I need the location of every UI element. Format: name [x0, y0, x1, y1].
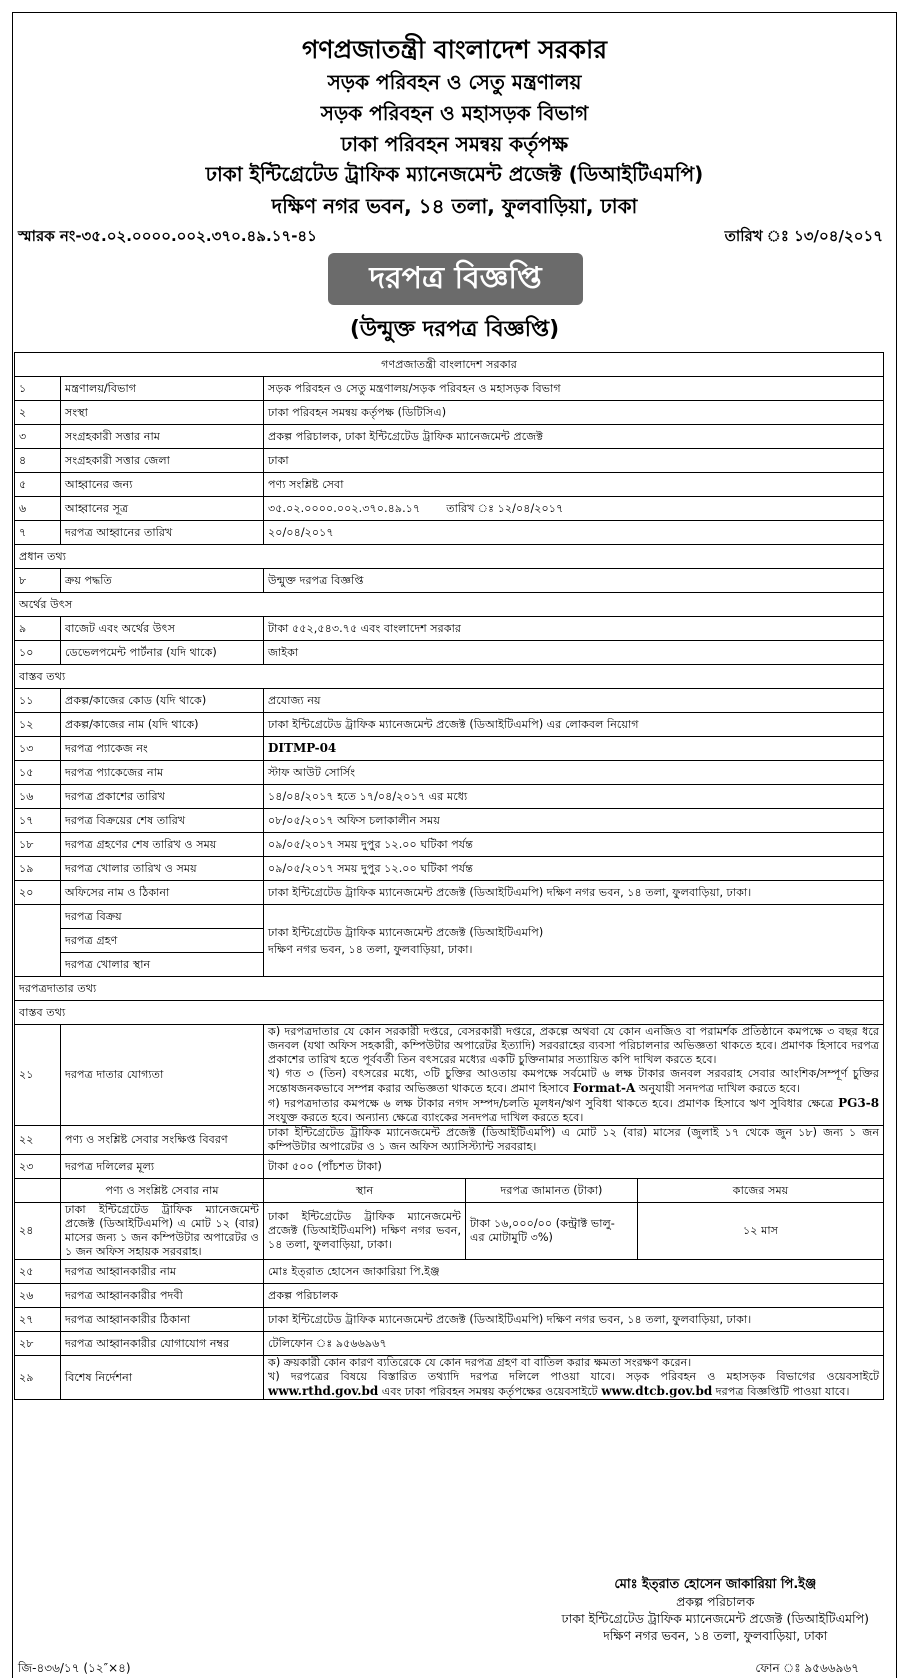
row-key: দরপত্র বিক্রয়ের শেষ তারিখ	[61, 809, 264, 833]
table-row	[15, 641, 884, 665]
row-number: ১২	[15, 713, 61, 737]
row-value: টাকা ৫০০ (পাঁচশত টাকা)	[264, 1155, 884, 1179]
dtcb-website-link[interactable]: www.dtcb.gov.bd	[601, 1384, 713, 1398]
row-number: ৫	[15, 473, 61, 497]
table-row	[15, 497, 884, 521]
office-name: ঢাকা ইন্টিগ্রেটেড ট্রাফিক ম্যানেজমেন্ট প্রজেক্ট (ডিআইটিএমপি)	[268, 925, 544, 939]
reference-number: ৩৫.০২.০০০০.০০২.৩৭০.৪৯.১৭	[268, 501, 421, 515]
row-value: ঢাকা ইন্টিগ্রেটেড ট্রাফিক ম্যানেজমেন্ট প্রজেক্ট (ডিআইটিএমপি) দক্ষিণ নগর ভবন, ১৪ তলা, ফুলবাড়িয়া, ঢাকা।	[264, 1308, 884, 1332]
eligibility-b: খ) গত ৩ (তিন) বৎসরের মধ্যে, ৩টি চুক্তির আওতায় কমপক্ষে সর্বমোট ৬ লক্ষ টাকার জনবল সরবরাহ সেবার আংশিক/সম্পূর্ণ চুক্তির সন্তোষজনকভাবে সম্পন্ন করার অভিজ্ঞতা থাকতে হবে। প্রমাণ হিসাবে Format-A অনুযায়ী সনদপত্র দাখিল করতে হবে।	[268, 1067, 880, 1095]
table-subheader-row	[15, 1179, 884, 1203]
row-number: ৯	[15, 617, 61, 641]
table-row	[15, 1203, 884, 1260]
section-heading: অর্থের উৎস	[15, 593, 884, 617]
govt-heading: গণপ্রজাতন্ত্রী বাংলাদেশ সরকার	[302, 35, 607, 64]
row-value: প্রকল্প পরিচালক	[264, 1284, 884, 1308]
tender-security: টাকা ১৬,০০০/০০ (কন্ট্রাক্ট ভালু- এর মোটামুটি ৩%)	[466, 1203, 638, 1260]
row-key: বাজেট এবং অর্থের উৎস	[61, 617, 264, 641]
row-number: ১৬	[15, 785, 61, 809]
column-header: কাজের সময়	[638, 1179, 884, 1203]
row-value: প্রযোজ্য নয়	[264, 689, 884, 713]
row-value: ০৯/০৫/২০১৭ সময় দুপুর ১২.০০ ঘটিকা পর্যন্ত	[264, 833, 884, 857]
row-key: ক্রয় পদ্ধতি	[61, 569, 264, 593]
row-key: দরপত্র আহ্বানের তারিখ	[61, 521, 264, 545]
table-row	[15, 401, 884, 425]
row-number: ১	[15, 377, 61, 401]
table-row	[15, 473, 884, 497]
format-a-label: Format-A	[572, 1081, 636, 1095]
table-row	[15, 833, 884, 857]
row-number: ২	[15, 401, 61, 425]
ministry-heading: সড়ক পরিবহন ও সেতু মন্ত্রণালয়	[327, 70, 582, 94]
table-row	[15, 713, 884, 737]
table-row	[15, 905, 884, 929]
row-key: দরপত্র প্যাকেজ নং	[61, 737, 264, 761]
row-value: ঢাকা ইন্টিগ্রেটেড ট্রাফিক ম্যানেজমেন্ট প্রজেক্ট (ডিআইটিএমপি) দক্ষিণ নগর ভবন, ১৪ তলা, ফুলবাড়িয়া, ঢাকা।	[264, 881, 884, 905]
row-value: ০৮/০৫/২০১৭ অফিস চলাকালীন সময়	[264, 809, 884, 833]
row-number: ২৬	[15, 1284, 61, 1308]
row-key: দরপত্র খোলার তারিখ ও সময়	[61, 857, 264, 881]
table-row	[15, 1308, 884, 1332]
row-value: টেলিফোন ঃ ৯৫৬৬৯৬৭	[264, 1332, 884, 1356]
row-number: ১৭	[15, 809, 61, 833]
row-value: মোঃ ইত্‌রাত হোসেন জাকারিয়া পি.ইঞ্জ	[264, 1260, 884, 1284]
row-number: ৮	[15, 569, 61, 593]
row-key: দরপত্র খোলার স্থান	[61, 953, 264, 977]
table-row	[15, 689, 884, 713]
memo-number: স্মারক নং-৩৫.০২.০০০০.০০২.৩৭০.৪৯.১৭-৪১	[18, 227, 317, 245]
row-key: দরপত্র আহ্বানকারীর ঠিকানা	[61, 1308, 264, 1332]
tender-notice-banner: দরপত্র বিজ্ঞপ্তি	[328, 253, 583, 305]
signatory-title: প্রকল্প পরিচালক	[676, 1594, 755, 1609]
row-key: মন্ত্রণালয়/বিভাগ	[61, 377, 264, 401]
row-value: ১৪/০৪/২০১৭ হতে ১৭/০৪/২০১৭ এর মধ্যে	[264, 785, 884, 809]
row-value	[264, 1356, 884, 1400]
signatory-phone: ফোন ঃ ৯৫৬৬৯৬৭	[755, 1661, 859, 1675]
section-heading: প্রধান তথ্য	[15, 545, 884, 569]
row-number: ২২	[15, 1126, 61, 1155]
table-row	[15, 1260, 884, 1284]
row-key: সংগ্রহকারী সত্তার জেলা	[61, 449, 264, 473]
row-key: সংগ্রহকারী সত্তার নাম	[61, 425, 264, 449]
row-key: বিশেষ নির্দেশনা	[61, 1356, 264, 1400]
table-row	[15, 1025, 884, 1126]
eligibility-a: ক) দরপত্রদাতার যে কোন সরকারী দপ্তরে, বেসরকারী দপ্তরে, প্রকল্পে অথবা যে কোন এনজিও বা পরামর্শক প্রতিষ্ঠানে কমপক্ষে ৩ বছর ধরে জনবল (যথা অফিস সহকারী, কম্পিউটার অপারেটর ইত্যাদি) সরবরাহের ব্যবসা পরিচালনার অভিজ্ঞতা থাকতে হবে। প্রমাণক হিসাবে দরপত্র প্রকাশের তারিখ হতে পূর্ববর্তী তিন বৎসরের মধ্যের একটি চুক্তিনামার সত্যায়িত কপি দাখিল করতে হবে।	[268, 1025, 880, 1066]
table-row	[15, 353, 884, 377]
row-number: ১৫	[15, 761, 61, 785]
row-number: ২৭	[15, 1308, 61, 1332]
table-row	[15, 1126, 884, 1155]
row-key: দরপত্র প্যাকেজের নাম	[61, 761, 264, 785]
row-number: ১১	[15, 689, 61, 713]
table-row	[15, 665, 884, 689]
table-row	[15, 785, 884, 809]
table-row	[15, 857, 884, 881]
work-period: ১২ মাস	[638, 1203, 884, 1260]
section-heading: বাস্তব তথ্য	[15, 1001, 884, 1025]
table-row	[15, 809, 884, 833]
row-key: পণ্য ও সংশ্লিষ্ট সেবার সংক্ষিপ্ত বিবরণ	[61, 1126, 264, 1155]
section-heading: দরপত্রদাতার তথ্য	[15, 977, 884, 1001]
row-key: দরপত্র আহ্বানকারীর নাম	[61, 1260, 264, 1284]
row-number: ২৩	[15, 1155, 61, 1179]
table-row	[15, 449, 884, 473]
row-key: অফিসের নাম ও ঠিকানা	[61, 881, 264, 905]
signature-block	[562, 1576, 869, 1644]
row-value: ঢাকা পরিবহন সমন্বয় কর্তৃপক্ষ (ডিটিসিএ)	[264, 401, 884, 425]
row-number: ২৯	[15, 1356, 61, 1400]
row-key: দরপত্র গ্রহণের শেষ তারিখ ও সময়	[61, 833, 264, 857]
row-value: প্রকল্প পরিচালক, ঢাকা ইন্টিগ্রেটেড ট্রাফিক ম্যানেজমেন্ট প্রজেক্ট	[264, 425, 884, 449]
row-key: দরপত্র গ্রহণ	[61, 929, 264, 953]
row-value: ২০/০৪/২০১৭	[264, 521, 884, 545]
row-value: ঢাকা ইন্টিগ্রেটেড ট্রাফিক ম্যানেজমেন্ট প্রজেক্ট (ডিআইটিএমপি) এ মোট ১২ (বার) মাসের (জুলাই ১৭ থেকে জুন ১৮) জন্য ১ জন কম্পিউটার অপারেটর ও ১ জন অফিস অ্যাসিস্ট্যান্ট সরবরাহ।	[264, 1126, 884, 1155]
table-row	[15, 1332, 884, 1356]
row-key: সংস্থা	[61, 401, 264, 425]
column-header: পণ্য ও সংশ্লিষ্ট সেবার নাম	[61, 1179, 264, 1203]
tender-info-table	[14, 352, 884, 1400]
row-key: দরপত্র দাতার যোগ্যতা	[61, 1025, 264, 1126]
row-key: দরপত্র আহ্বানকারীর যোগাযোগ নম্বর	[61, 1332, 264, 1356]
row-number: ১৯	[15, 857, 61, 881]
division-heading: সড়ক পরিবহন ও মহাসড়ক বিভাগ	[320, 101, 589, 125]
row-number: ২৮	[15, 1332, 61, 1356]
office-address: দক্ষিণ নগর ভবন, ১৪ তলা, ফুলবাড়িয়া, ঢাকা।	[268, 942, 473, 956]
row-value: ০৯/০৫/২০১৭ সময় দুপুর ১২.০০ ঘটিকা পর্যন্ত	[264, 857, 884, 881]
table-row	[15, 617, 884, 641]
row-key: প্রকল্প/কাজের নাম (যদি থাকে)	[61, 713, 264, 737]
instruction-b: খ) দরপত্রের বিষয়ে বিস্তারিত তথ্যাদি দরপত্র দলিলে পাওয়া যাবে। সড়ক পরিবহন ও মহাসড়ক বিভাগের ওয়েবসাইটে www.rthd.gov.bd এবং ঢাকা পরিবহন সমন্বয় কর্তৃপক্ষের ওয়েবসাইটে www.dtcb.gov.bd দরপত্র বিজ্ঞপ্তিটি পাওয়া যাবে।	[268, 1370, 880, 1398]
authority-heading: ঢাকা পরিবহন সমন্বয় কর্তৃপক্ষ	[340, 132, 569, 156]
table-row	[15, 521, 884, 545]
empty-cell	[15, 905, 61, 929]
table-row	[15, 761, 884, 785]
row-value: স্টাফ আউট সোর্সিং	[264, 761, 884, 785]
row-value: জাইকা	[264, 641, 884, 665]
row-key: আহ্বানের সূত্র	[61, 497, 264, 521]
package-number: DITMP-04	[268, 741, 337, 755]
row-number: ৬	[15, 497, 61, 521]
table-row	[15, 881, 884, 905]
table-row	[15, 737, 884, 761]
table-row	[15, 1284, 884, 1308]
row-key: আহ্বানের জন্য	[61, 473, 264, 497]
row-value	[264, 737, 884, 761]
empty-cell	[15, 1179, 61, 1203]
pg-form-label: PG3-8	[838, 1096, 880, 1110]
row-key: দরপত্র বিক্রয়	[61, 905, 264, 929]
table-row	[15, 1001, 884, 1025]
column-header: দরপত্র জামানত (টাকা)	[466, 1179, 638, 1203]
signatory-address: দক্ষিণ নগর ভবন, ১৪ তলা, ফুলবাড়িয়া, ঢাকা	[603, 1628, 828, 1643]
table-row	[15, 425, 884, 449]
project-heading: ঢাকা ইন্টিগ্রেটেড ট্রাফিক ম্যানেজমেন্ট প্রজেক্ট (ডিআইটিএমপি)	[205, 162, 704, 186]
row-key: দরপত্র দলিলের মূল্য	[61, 1155, 264, 1179]
row-number: ২৫	[15, 1260, 61, 1284]
row-key: দরপত্র আহ্বানকারীর পদবী	[61, 1284, 264, 1308]
row-value: পণ্য সংশ্লিষ্ট সেবা	[264, 473, 884, 497]
row-key: প্রকল্প/কাজের কোড (যদি থাকে)	[61, 689, 264, 713]
row-value: ঢাকা	[264, 449, 884, 473]
open-tender-subtitle: (উন্মুক্ত দরপত্র বিজ্ঞপ্তি)	[349, 317, 560, 342]
table-row	[15, 377, 884, 401]
row-value: টাকা ৫৫২,৫৪৩.৭৫ এবং বাংলাদেশ সরকার	[264, 617, 884, 641]
memo-date: তারিখ ঃ ১৩/০৪/২০১৭	[724, 227, 883, 245]
signatory-name: মোঃ ইত্‌রাত হোসেন জাকারিয়া পি.ইঞ্জ	[614, 1577, 817, 1592]
row-value	[264, 905, 884, 977]
address-heading: দক্ষিণ নগর ভবন, ১৪ তলা, ফুলবাড়িয়া, ঢাকা	[271, 194, 638, 218]
row-value	[264, 497, 884, 521]
row-key: দরপত্র প্রকাশের তারিখ	[61, 785, 264, 809]
table-row	[15, 593, 884, 617]
reference-date: তারিখ ঃ ১২/০৪/২০১৭	[446, 501, 564, 515]
row-number: ১৩	[15, 737, 61, 761]
table-row	[15, 545, 884, 569]
row-number: ৪	[15, 449, 61, 473]
table-row	[15, 1356, 884, 1400]
row-key: ডেভেলপমেন্ট পার্টনার (যদি থাকে)	[61, 641, 264, 665]
row-value: উন্মুক্ত দরপত্র বিজ্ঞপ্তি	[264, 569, 884, 593]
empty-cell	[15, 953, 61, 977]
row-number: ২১	[15, 1025, 61, 1126]
empty-cell	[15, 929, 61, 953]
rthd-website-link[interactable]: www.rthd.gov.bd	[268, 1384, 379, 1398]
service-name: ঢাকা ইন্টিগ্রেটেড ট্রাফিক ম্যানেজমেন্ট প্রজেক্ট (ডিআইটিএমপি) এ মোট ১২ (বার) মাসের জন্য ১ জন কম্পিউটার অপারেটর ও ১ জন অফিস সহায়ক সরবরাহ।	[61, 1203, 264, 1260]
table-row	[15, 1155, 884, 1179]
row-value: ঢাকা ইন্টিগ্রেটেড ট্রাফিক ম্যানেজমেন্ট প্রজেক্ট (ডিআইটিএমপি) এর লোকবল নিয়োগ	[264, 713, 884, 737]
row-number: ১৮	[15, 833, 61, 857]
publication-code: জি-৪৩৬/১৭ (১২″×৪)	[18, 1661, 131, 1675]
service-place: ঢাকা ইন্টিগ্রেটেড ট্রাফিক ম্যানেজমেন্ট প্রজেক্ট (ডিআইটিএমপি) দক্ষিণ নগর ভবন, ১৪ তলা, ফুলবাড়িয়া, ঢাকা।	[264, 1203, 466, 1260]
row-number: ৭	[15, 521, 61, 545]
row-number: ১০	[15, 641, 61, 665]
row-value	[264, 1025, 884, 1126]
signatory-org: ঢাকা ইন্টিগ্রেটেড ট্রাফিক ম্যানেজমেন্ট প্রজেক্ট (ডিআইটিএমপি)	[561, 1611, 869, 1626]
row-number: ২০	[15, 881, 61, 905]
row-number: ৩	[15, 425, 61, 449]
row-number: ২৪	[15, 1203, 61, 1260]
eligibility-c: গ) দরপত্রদাতার কমপক্ষে ৬ লক্ষ টাকার নগদ সম্পদ/চলতি মূলধন/ঋণ সুবিধা থাকতে হবে। প্রমাণক হিসাবে ঋণ সুবিধার ক্ষেত্রে PG3-8 সংযুক্ত করতে হবে। অন্যান্য ক্ষেত্রে ব্যাংকের সনদপত্র দাখিল করতে হবে।	[268, 1096, 880, 1124]
row-value: সড়ক পরিবহন ও সেতু মন্ত্রণালয়/সড়ক পরিবহন ও মহাসড়ক বিভাগ	[264, 377, 884, 401]
column-header: স্থান	[264, 1179, 466, 1203]
table-row	[15, 569, 884, 593]
section-heading: বাস্তব তথ্য	[15, 665, 884, 689]
table-row	[15, 977, 884, 1001]
table-title: গণপ্রজাতন্ত্রী বাংলাদেশ সরকার	[15, 353, 884, 377]
instruction-a: ক) ক্রয়কারী কোন কারণ ব্যতিরেকে যে কোন দরপত্র গ্রহণ বা বাতিল করার ক্ষমতা সংরক্ষণ করেন।	[268, 1356, 692, 1369]
